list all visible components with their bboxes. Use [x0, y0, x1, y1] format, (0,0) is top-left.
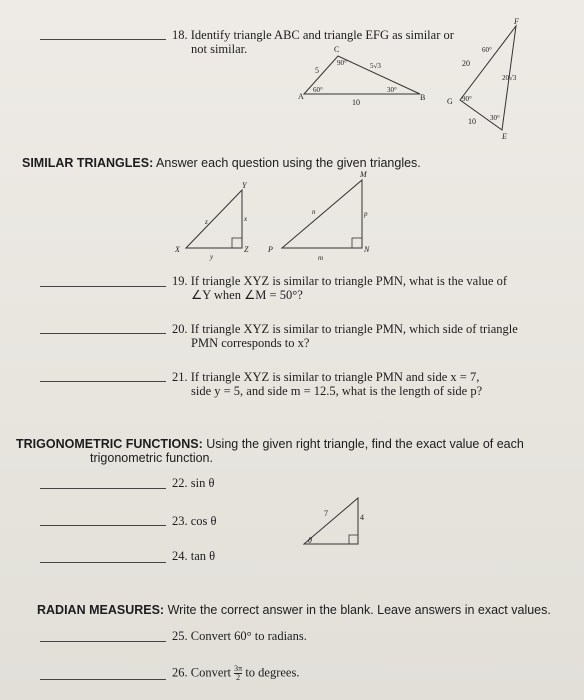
question-number: 22. — [172, 476, 188, 490]
triangle-abc-diagram — [290, 42, 440, 112]
vertex-b: B — [420, 93, 426, 102]
angle-b: 30° — [387, 86, 397, 94]
section-heading-radian — [37, 603, 551, 617]
vertex-z: Z — [244, 245, 249, 254]
answer-blank-23[interactable] — [40, 525, 166, 526]
answer-blank-24[interactable] — [40, 562, 166, 563]
fraction-denominator: 2 — [236, 673, 241, 682]
side-fg: 20 — [462, 59, 470, 68]
question-text: If triangle XYZ is similar to triangle PMN, which side of triangle — [190, 322, 518, 336]
question-19 — [172, 274, 507, 302]
side-n: n — [312, 208, 316, 216]
heading-text: trigonometric function. — [90, 451, 213, 465]
side-y: y — [210, 253, 214, 261]
question-text: Convert 60° to radians. — [190, 629, 307, 643]
question-number: 18. — [172, 28, 188, 42]
answer-blank-21[interactable] — [40, 381, 166, 382]
question-22 — [172, 476, 214, 490]
side-fe: 20√3 — [502, 74, 517, 82]
vertex-m: M — [360, 170, 367, 179]
answer-blank-18[interactable] — [40, 39, 166, 40]
answer-blank-19[interactable] — [40, 286, 166, 287]
vertex-y: Y — [242, 181, 247, 190]
side-ac: 5 — [315, 66, 319, 75]
vertex-n: N — [364, 245, 370, 254]
question-21 — [172, 370, 482, 398]
trig-triangle-diagram — [296, 490, 376, 554]
answer-blank-20[interactable] — [40, 333, 166, 334]
question-number: 24. — [172, 549, 188, 563]
side-ge: 10 — [468, 117, 476, 126]
vertex-p: P — [268, 245, 273, 254]
question-text: cos θ — [190, 514, 217, 528]
question-number: 21. — [172, 370, 188, 384]
angle-e: 30° — [490, 114, 500, 122]
side-cb: 5√3 — [370, 62, 381, 70]
question-number: 26. — [172, 665, 188, 680]
question-text: Identify triangle ABC and triangle EFG as similar or — [190, 28, 454, 42]
heading-text: Answer each question using the given triangles. — [153, 156, 421, 170]
vertex-e: E — [502, 132, 507, 141]
heading-text: Using the given right triangle, find the exact value of each — [202, 437, 524, 451]
question-text: PMN corresponds to x? — [191, 336, 310, 350]
heading-bold: RADIAN MEASURES: — [37, 603, 165, 617]
vertex-f: F — [514, 18, 519, 26]
fraction-numerator: 3π — [234, 664, 243, 673]
side-p: p — [364, 210, 368, 218]
answer-blank-26[interactable] — [40, 679, 166, 680]
side-m: m — [318, 254, 324, 262]
question-25 — [172, 629, 307, 643]
vertex-x: X — [175, 245, 180, 254]
question-20 — [172, 322, 518, 350]
question-26 — [172, 665, 299, 682]
question-text: tan θ — [190, 549, 216, 563]
vertex-c: C — [334, 45, 340, 54]
question-text: not similar. — [191, 42, 248, 56]
question-text: If triangle XYZ is similar to triangle PMN, what is the value of — [190, 274, 508, 288]
question-text: side y = 5, and side m = 12.5, what is the length of side p? — [191, 384, 483, 398]
question-text: If triangle XYZ is similar to triangle PMN and side x = 7, — [190, 370, 480, 384]
side-ab: 10 — [352, 98, 360, 107]
question-number: 19. — [172, 274, 188, 288]
question-23 — [172, 514, 217, 528]
question-number: 20. — [172, 322, 188, 336]
question-text: to degrees. — [245, 665, 300, 680]
angle-theta: θ — [308, 536, 312, 545]
question-text: sin θ — [190, 476, 215, 490]
triangle-efg-diagram — [438, 18, 538, 142]
answer-blank-25[interactable] — [40, 641, 166, 642]
section-heading-trig — [16, 437, 524, 465]
fraction — [234, 665, 242, 682]
question-text: ∠Y when ∠M = 50°? — [191, 288, 303, 302]
side-z: z — [205, 218, 208, 226]
angle-g: 90° — [462, 95, 472, 103]
angle-a: 60° — [313, 86, 323, 94]
vertex-a: A — [298, 92, 304, 101]
vertex-g: G — [447, 97, 453, 106]
question-number: 25. — [172, 629, 188, 643]
side-x: x — [244, 215, 248, 223]
question-number: 23. — [172, 514, 188, 528]
similar-triangles-diagram — [172, 168, 382, 264]
heading-bold: SIMILAR TRIANGLES: — [22, 156, 154, 170]
question-text: Convert — [190, 665, 232, 680]
answer-blank-22[interactable] — [40, 488, 166, 489]
heading-bold: TRIGONOMETRIC FUNCTIONS: — [16, 437, 203, 451]
leg-label: 4 — [360, 513, 364, 522]
hypotenuse-label: 7 — [324, 509, 328, 518]
heading-text: Write the correct answer in the blank. Leave answers in exact values. — [164, 603, 551, 617]
angle-f: 60° — [482, 46, 492, 54]
question-24 — [172, 549, 215, 563]
angle-c: 90° — [337, 59, 347, 67]
